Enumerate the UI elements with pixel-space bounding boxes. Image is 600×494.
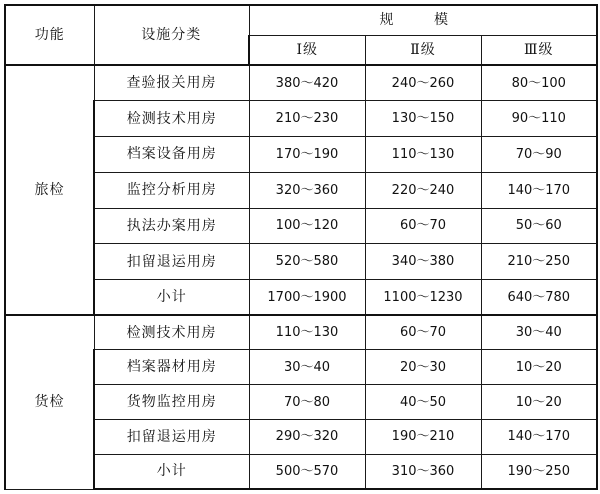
category-cell: 扣留退运用房 <box>94 419 249 454</box>
header-function: 功能 <box>5 5 94 65</box>
value-cell: 100～120 <box>249 208 365 244</box>
value-cell: 70～80 <box>249 385 365 420</box>
subtotal-value: 190～250 <box>481 454 597 489</box>
category-cell: 档案器材用房 <box>94 350 249 385</box>
group-label-passenger: 旅检 <box>5 65 94 315</box>
category-cell: 档案设备用房 <box>94 137 249 173</box>
value-cell: 110～130 <box>365 137 481 173</box>
value-cell: 140～170 <box>481 172 597 208</box>
subtotal-row <box>5 280 597 316</box>
subtotal-value: 1700～1900 <box>249 280 365 316</box>
value-cell: 80～100 <box>481 65 597 101</box>
table-row <box>5 172 597 208</box>
table-row <box>5 315 597 350</box>
category-cell: 监控分析用房 <box>94 172 249 208</box>
value-cell: 210～230 <box>249 101 365 137</box>
value-cell: 70～90 <box>481 137 597 173</box>
category-cell: 执法办案用房 <box>94 208 249 244</box>
category-cell: 货物监控用房 <box>94 385 249 420</box>
value-cell: 170～190 <box>249 137 365 173</box>
value-cell: 90～110 <box>481 101 597 137</box>
subtotal-label: 小计 <box>94 454 249 489</box>
header-category: 设施分类 <box>94 5 249 65</box>
table-row <box>5 65 597 101</box>
value-cell: 60～70 <box>365 208 481 244</box>
category-cell: 检测技术用房 <box>94 101 249 137</box>
value-cell: 110～130 <box>249 315 365 350</box>
header-row-1 <box>5 5 597 35</box>
subtotal-value: 310～360 <box>365 454 481 489</box>
header-level-1: Ⅰ级 <box>249 35 365 65</box>
header-level-2: Ⅱ级 <box>365 35 481 65</box>
value-cell: 210～250 <box>481 244 597 280</box>
value-cell: 190～210 <box>365 419 481 454</box>
value-cell: 340～380 <box>365 244 481 280</box>
header-level-3: Ⅲ级 <box>481 35 597 65</box>
value-cell: 40～50 <box>365 385 481 420</box>
value-cell: 220～240 <box>365 172 481 208</box>
value-cell: 60～70 <box>365 315 481 350</box>
value-cell: 140～170 <box>481 419 597 454</box>
subtotal-label: 小计 <box>94 280 249 316</box>
subtotal-value: 500～570 <box>249 454 365 489</box>
subtotal-value: 640～780 <box>481 280 597 316</box>
group-label-cargo: 货检 <box>5 315 94 489</box>
table-row <box>5 101 597 137</box>
table-row <box>5 385 597 420</box>
value-cell: 130～150 <box>365 101 481 137</box>
value-cell: 20～30 <box>365 350 481 385</box>
table-row <box>5 208 597 244</box>
table-row <box>5 419 597 454</box>
category-cell: 检测技术用房 <box>94 315 249 350</box>
value-cell: 50～60 <box>481 208 597 244</box>
value-cell: 30～40 <box>249 350 365 385</box>
facility-scale-table <box>4 4 598 490</box>
value-cell: 240～260 <box>365 65 481 101</box>
value-cell: 10～20 <box>481 385 597 420</box>
value-cell: 10～20 <box>481 350 597 385</box>
table-row <box>5 137 597 173</box>
header-scale: 规 模 <box>249 5 597 35</box>
subtotal-value: 1100～1230 <box>365 280 481 316</box>
table-row <box>5 350 597 385</box>
value-cell: 520～580 <box>249 244 365 280</box>
table-row <box>5 244 597 280</box>
subtotal-row <box>5 454 597 489</box>
category-cell: 查验报关用房 <box>94 65 249 101</box>
value-cell: 320～360 <box>249 172 365 208</box>
value-cell: 290～320 <box>249 419 365 454</box>
category-cell: 扣留退运用房 <box>94 244 249 280</box>
value-cell: 380～420 <box>249 65 365 101</box>
value-cell: 30～40 <box>481 315 597 350</box>
